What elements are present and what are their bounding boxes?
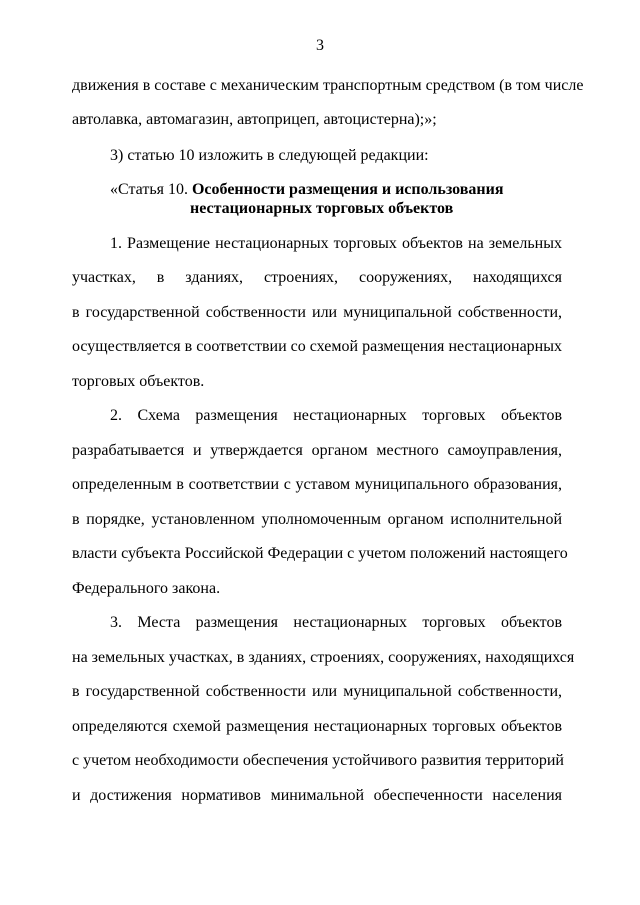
text-line: торговых объектов. [72,373,205,390]
text-line: осуществляется в соответствии со схемой размещения нестационарных [72,338,562,355]
text-line: участках, в зданиях, строениях, сооружениях, находящихся [72,269,562,286]
article-prefix: «Статья 10. [110,181,188,198]
page-number: 3 [316,37,324,54]
text-line: и достижения нормативов минимальной обеспеченности населения [72,787,562,804]
text-line: в государственной собственности или муниципальной собственности, [72,683,562,700]
text-line: 2. Схема размещения нестационарных торговых объектов [110,407,562,424]
text-line: на земельных участках, в зданиях, строениях, сооружениях, находящихся [72,649,575,666]
text-line: движения в составе с механическим транспортным средством (в том числе [72,77,584,94]
text-line: разрабатывается и утверждается органом местного самоуправления, [72,442,562,459]
article-title: Особенности размещения и использования [191,181,504,198]
text-line: определяются схемой размещения нестационарных торговых объектов [72,718,562,735]
text-line: в государственной собственности или муниципальной собственности, [72,304,562,321]
text-line: с учетом необходимости обеспечения устойчивого развития территорий [72,752,564,769]
text-line: в порядке, установленном уполномоченным органом исполнительной [72,511,562,528]
article-title-continued: нестационарных торговых объектов [190,200,454,217]
text-line: власти субъекта Российской Федерации с учетом положений настоящего [72,545,568,562]
text-line: автолавка, автомагазин, автоприцеп, автоцистерна);»; [72,111,437,128]
text-line: определенным в соответствии с уставом муниципального образования, [72,476,562,493]
text-line: Федерального закона. [72,580,221,597]
text-line: 3. Места размещения нестационарных торговых объектов [110,614,562,631]
text-line: 1. Размещение нестационарных торговых объектов на земельных [110,235,562,252]
article-heading [110,180,562,200]
text-line: 3) статью 10 изложить в следующей редакции: [110,147,429,164]
